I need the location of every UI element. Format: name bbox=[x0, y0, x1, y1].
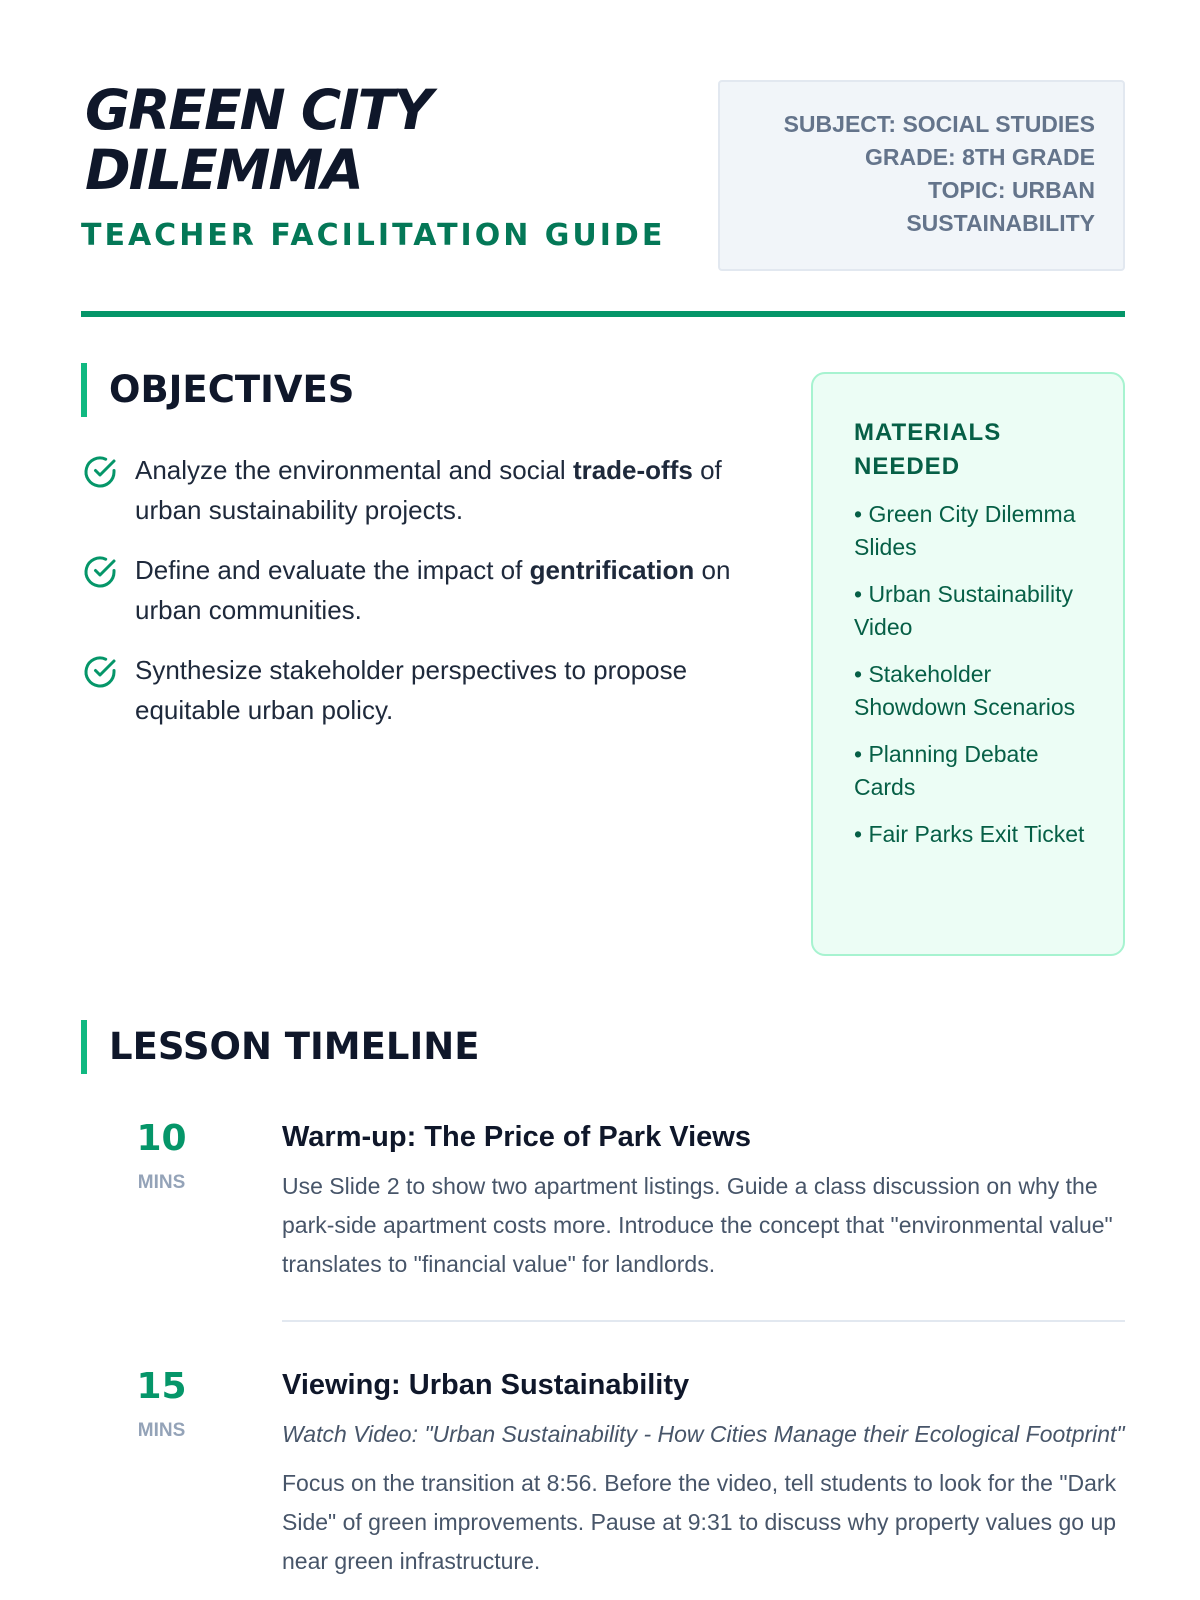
materials-title: MATERIALS NEEDED bbox=[854, 419, 1002, 480]
objectives-list bbox=[81, 450, 761, 750]
step-description: Focus on the transition at 8:56. Before the video, tell students to look for the "Dark Side" of green improvements. Pause at 9:31 to discuss why property values go up near green infrastructure. bbox=[282, 1470, 1117, 1574]
objective-keyword: trade-offs bbox=[572, 455, 693, 485]
material-item: • Urban Sustainability Video bbox=[854, 581, 1073, 640]
step-content bbox=[282, 1365, 1125, 1581]
step-title: Viewing: Urban Sustainability bbox=[282, 1369, 690, 1401]
meta-grade: GRADE: 8TH GRADE bbox=[864, 144, 1095, 170]
step-duration bbox=[81, 1365, 242, 1443]
step-content bbox=[282, 1117, 1125, 1284]
header-divider bbox=[81, 311, 1125, 317]
page-subtitle: TEACHER FACILITATION GUIDE bbox=[81, 218, 666, 253]
objective-item bbox=[81, 550, 761, 630]
objective-item bbox=[81, 450, 761, 530]
lesson-meta-box bbox=[718, 80, 1125, 271]
duration-minutes: 15 bbox=[136, 1366, 187, 1407]
objective-item bbox=[81, 650, 761, 730]
objective-text: Define and evaluate the impact of bbox=[135, 555, 530, 585]
step-duration bbox=[81, 1117, 242, 1195]
materials-panel bbox=[811, 372, 1125, 956]
page-title: GREEN CITY DILEMMA bbox=[85, 78, 431, 202]
step-video-reference: Watch Video: "Urban Sustainability - How Cities Manage their Ecological Footprint" bbox=[282, 1421, 1125, 1447]
guide-header bbox=[81, 0, 1125, 320]
objective-text: on urban communities. bbox=[135, 555, 731, 625]
material-item: • Planning Debate Cards bbox=[854, 741, 1039, 800]
objective-text: Analyze the environmental and social bbox=[135, 455, 573, 485]
objective-text: Synthesize stakeholder perspectives to propose equitable urban policy. bbox=[135, 655, 688, 725]
material-item: • Green City Dilemma Slides bbox=[854, 501, 1076, 560]
objective-keyword: gentrification bbox=[529, 555, 695, 585]
meta-topic: TOPIC: URBAN SUSTAINABILITY bbox=[906, 177, 1095, 236]
meta-subject: SUBJECT: SOCIAL STUDIES bbox=[783, 111, 1095, 137]
material-item: • Fair Parks Exit Ticket bbox=[854, 821, 1085, 847]
step-description: Use Slide 2 to show two apartment listings. Guide a class discussion on why the park-side apartment costs more. Introduce the concept that "environmental value" translates to "financial value" for landlords. bbox=[282, 1173, 1113, 1277]
objectives-heading: OBJECTIVES bbox=[81, 363, 354, 417]
step-title: Warm-up: The Price of Park Views bbox=[282, 1121, 751, 1153]
timeline-divider bbox=[282, 1320, 1125, 1322]
timeline-heading: LESSON TIMELINE bbox=[81, 1020, 479, 1074]
objective-text: of urban sustainability projects. bbox=[135, 455, 722, 525]
check-circle-icon bbox=[81, 553, 119, 591]
material-item: • Stakeholder Showdown Scenarios bbox=[854, 661, 1076, 720]
duration-minutes: 10 bbox=[136, 1118, 187, 1159]
facilitation-guide-page bbox=[81, 0, 1125, 1574]
duration-unit: MINS bbox=[137, 1172, 186, 1193]
check-circle-icon bbox=[81, 653, 119, 691]
duration-unit: MINS bbox=[137, 1420, 186, 1441]
check-circle-icon bbox=[81, 453, 119, 491]
